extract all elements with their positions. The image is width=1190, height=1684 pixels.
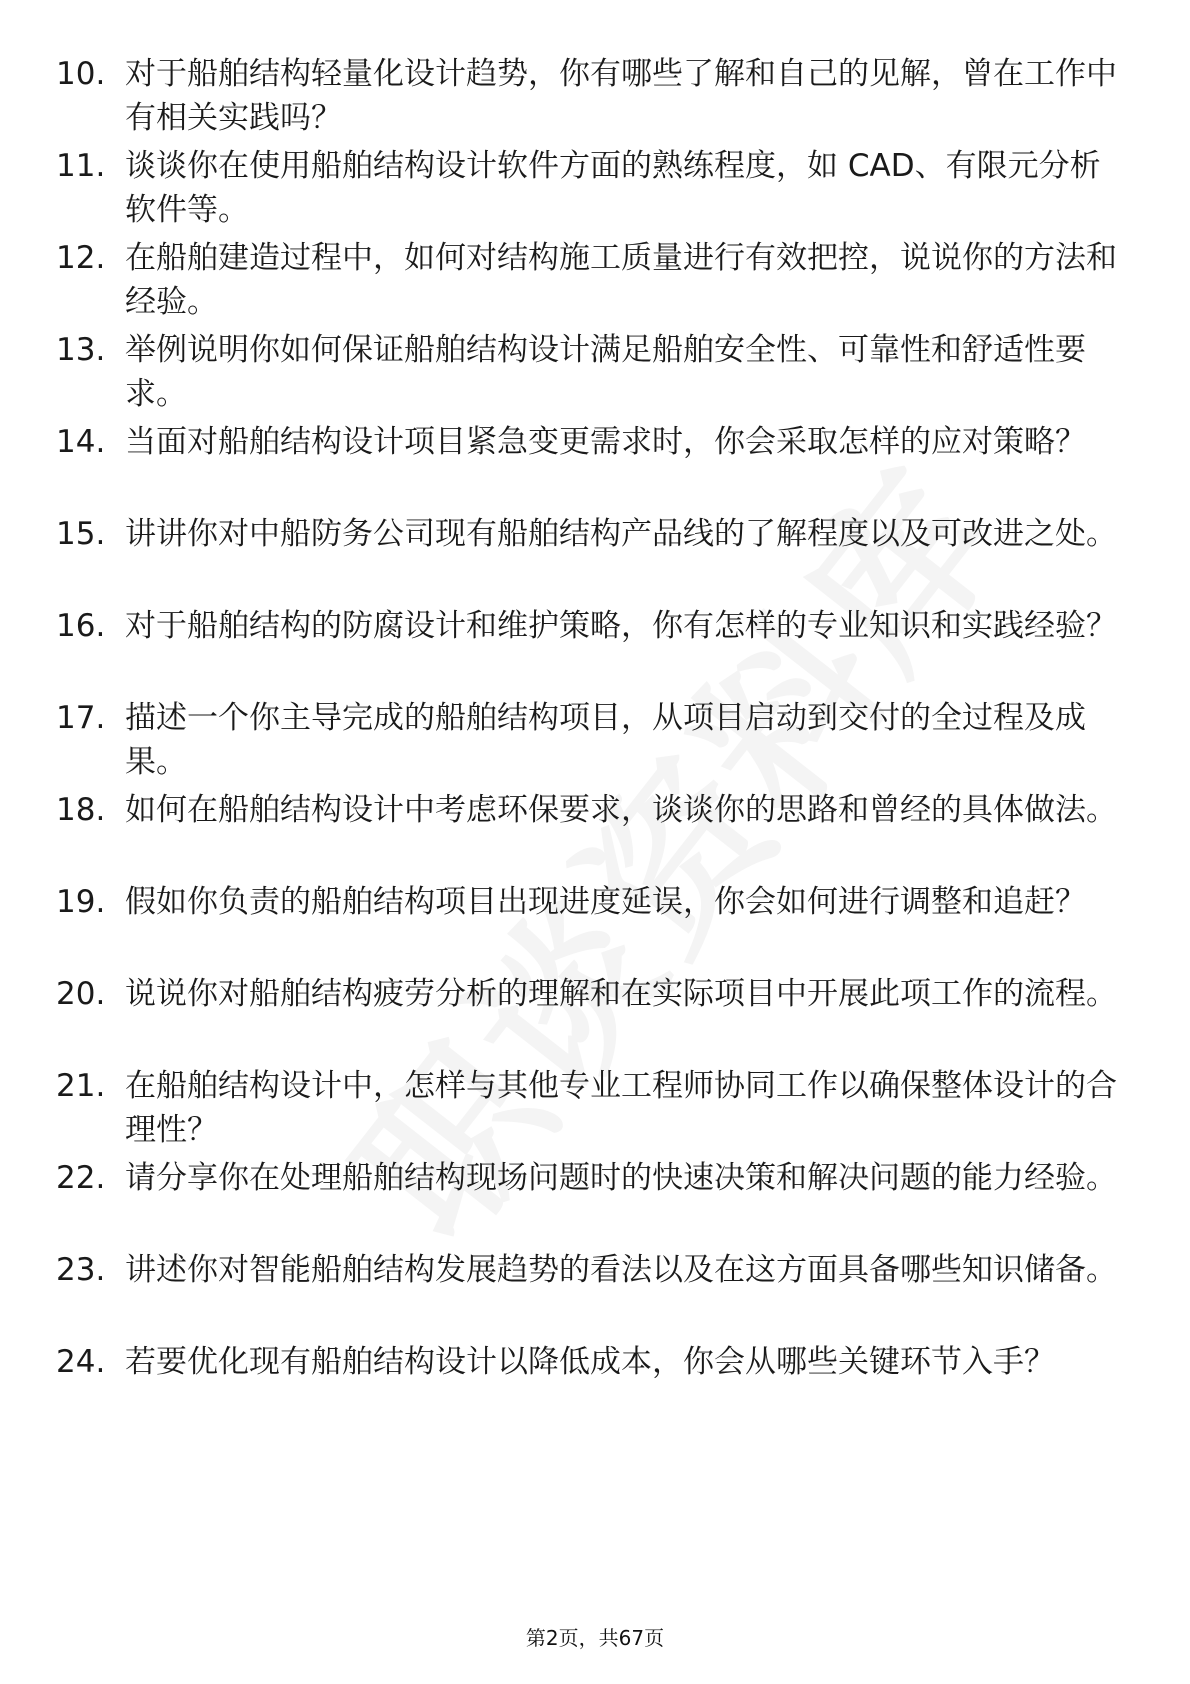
question-item [0,788,1190,880]
question-item [0,696,1190,788]
question-item [0,512,1190,604]
question-text: 讲述你对智能船舶结构发展趋势的看法以及在这方面具备哪些知识储备。 [125,1252,1117,1288]
question-number: 22. [56,1160,106,1196]
question-text: 当面对船舶结构设计项目紧急变更需求时，你会采取怎样的应对策略？ [125,424,1086,460]
question-text: 若要优化现有船舶结构设计以降低成本，你会从哪些关键环节入手？ [125,1344,1055,1380]
question-item [0,1156,1190,1248]
question-number: 24. [56,1344,106,1380]
question-item [0,328,1190,420]
question-number: 15. [56,516,106,552]
question-number: 14. [56,424,106,460]
question-item [0,1064,1190,1156]
question-number: 16. [56,608,106,644]
question-item [0,604,1190,696]
question-item [0,420,1190,512]
question-text: 谈谈你在使用船舶结构设计软件方面的熟练程度，如 CAD、有限元分析软件等。 [125,148,1101,228]
question-number: 10. [56,56,106,92]
question-item [0,1340,1190,1432]
question-text: 对于船舶结构轻量化设计趋势，你有哪些了解和自己的见解，曾在工作中有相关实践吗？ [125,56,1117,136]
question-item [0,52,1190,144]
question-number: 12. [56,240,106,276]
question-number: 23. [56,1252,106,1288]
question-text: 假如你负责的船舶结构项目出现进度延误，你会如何进行调整和追赶？ [125,884,1086,920]
question-item [0,880,1190,972]
question-text: 在船舶建造过程中，如何对结构施工质量进行有效把控，说说你的方法和经验。 [125,240,1117,320]
question-text: 举例说明你如何保证船舶结构设计满足船舶安全性、可靠性和舒适性要求。 [125,332,1086,412]
question-list [0,52,1190,1432]
question-number: 13. [56,332,106,368]
question-item [0,236,1190,328]
question-text: 说说你对船舶结构疲劳分析的理解和在实际项目中开展此项工作的流程。 [125,976,1117,1012]
question-number: 19. [56,884,106,920]
question-number: 20. [56,976,106,1012]
question-text: 描述一个你主导完成的船舶结构项目，从项目启动到交付的全过程及成果。 [125,700,1086,780]
question-text: 在船舶结构设计中，怎样与其他专业工程师协同工作以确保整体设计的合理性？ [125,1068,1117,1148]
question-number: 11. [56,148,106,184]
question-text: 如何在船舶结构设计中考虑环保要求，谈谈你的思路和曾经的具体做法。 [125,792,1117,828]
question-number: 21. [56,1068,106,1104]
question-number: 18. [56,792,106,828]
question-item [0,972,1190,1064]
question-text: 请分享你在处理船舶结构现场问题时的快速决策和解决问题的能力经验。 [125,1160,1117,1196]
question-text: 对于船舶结构的防腐设计和维护策略，你有怎样的专业知识和实践经验？ [125,608,1117,644]
question-item [0,144,1190,236]
page-footer: 第2页，共67页 [525,1626,665,1650]
question-text: 讲讲你对中船防务公司现有船舶结构产品线的了解程度以及可改进之处。 [125,516,1117,552]
question-number: 17. [56,700,106,736]
question-item [0,1248,1190,1340]
